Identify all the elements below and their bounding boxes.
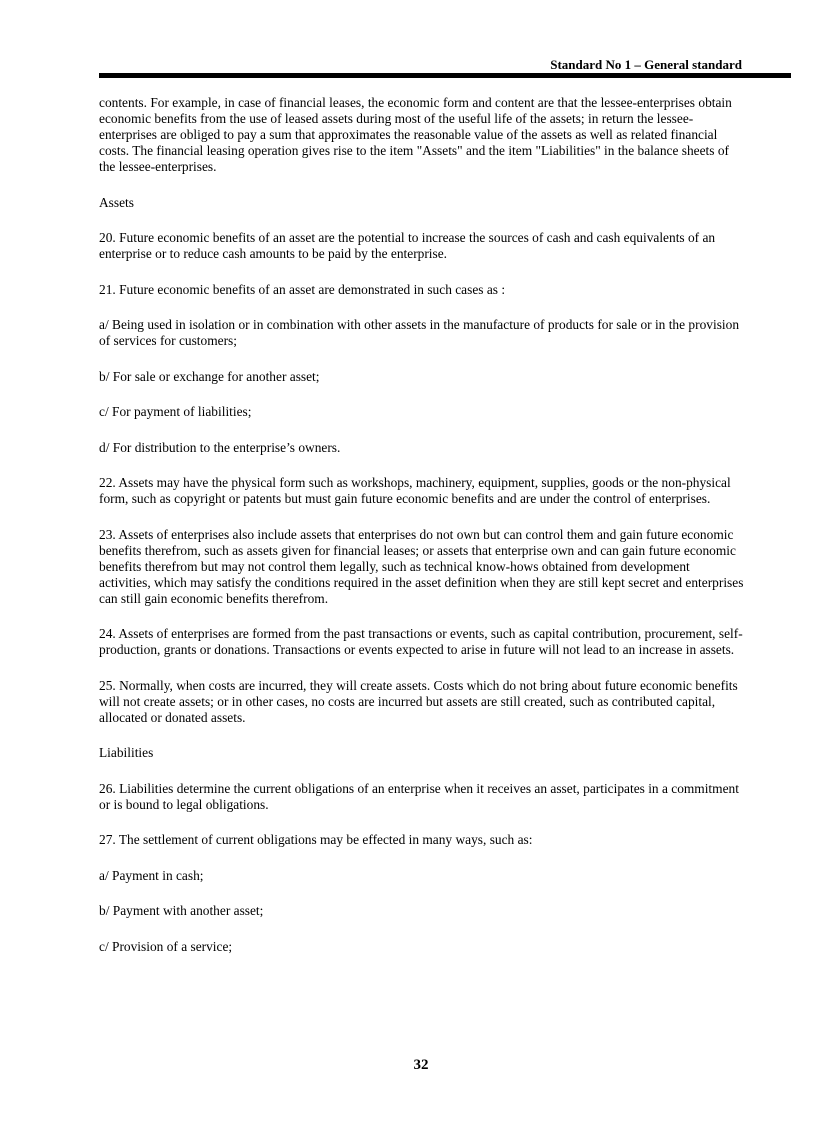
paragraph-26: 26. Liabilities determine the current obligations of an enterprise when it receives an asset, participates in a commitment or is bound to legal obligations.	[99, 780, 739, 812]
page-number: 32	[413, 1057, 429, 1073]
running-header-title: Standard No 1 – General standard	[550, 57, 742, 72]
list-item-a: a/ Being used in isolation or in combination with other assets in the manufacture of products for sale or in the provision of services for customers;	[99, 317, 740, 348]
paragraph-25: 25. Normally, when costs are incurred, they will create assets. Costs which do not bring about future economic benefits will not create assets; or in other cases, no costs are incurred but assets are still created, such as contributed capital, allocated or donated assets.	[99, 677, 738, 725]
section-heading-assets: Assets	[99, 194, 134, 210]
header-rule	[99, 73, 791, 78]
paragraph-continuation: contents. For example, in case of financial leases, the economic form and content are that the lessee-enterprises obtain economic benefits from the use of leased assets during most of the useful life of the assets; in return the lessee-enterprises are obliged to pay a sum that approximates the reasonable value of the assets as well as related financial costs. The financial leasing operation gives rise to the item "Assets" and the item "Liabilities" in the balance sheets of the lessee-enterprises.	[99, 95, 732, 174]
list-item-b-payment-asset: b/ Payment with another asset;	[99, 903, 264, 918]
list-item-c: c/ For payment of liabilities;	[99, 404, 252, 419]
document-body	[99, 95, 744, 974]
paragraph-23: 23. Assets of enterprises also include assets that enterprises do not own but can control them and gain future economic benefits therefrom, such as assets given for financial leases; or assets that enterprise own and can gain future economic benefits therefrom but may not control them legally, such as technical know-hows obtained from development activities, which may satisfy the conditions required in the asset definition when they are still kept secret and enterprises can still gain economic benefits therefrom.	[99, 526, 744, 606]
list-item-c-provision-service: c/ Provision of a service;	[99, 938, 233, 954]
section-heading-liabilities: Liabilities	[99, 745, 154, 760]
paragraph-22: 22. Assets may have the physical form such as workshops, machinery, equipment, supplies, goods or the non-physical form, such as copyright or patents but must gain future economic benefits and are under the control of enterprises.	[99, 475, 731, 506]
list-item-d: d/ For distribution to the enterprise’s owners.	[99, 439, 341, 455]
paragraph-21: 21. Future economic benefits of an asset are demonstrated in such cases as :	[99, 281, 506, 297]
list-item-b: b/ For sale or exchange for another asset;	[99, 368, 320, 384]
paragraph-27: 27. The settlement of current obligations may be effected in many ways, such as:	[99, 832, 533, 847]
paragraph-24: 24. Assets of enterprises are formed from the past transactions or events, such as capital contribution, procurement, self-production, grants or donations. Transactions or events expected to arise in future will not lead to an increase in assets.	[99, 626, 743, 657]
list-item-a-payment-cash: a/ Payment in cash;	[99, 867, 204, 883]
paragraph-20: 20. Future economic benefits of an asset are the potential to increase the sources of cash and cash equivalents of an enterprise or to reduce cash amounts to be paid by the enterprise.	[99, 230, 716, 261]
